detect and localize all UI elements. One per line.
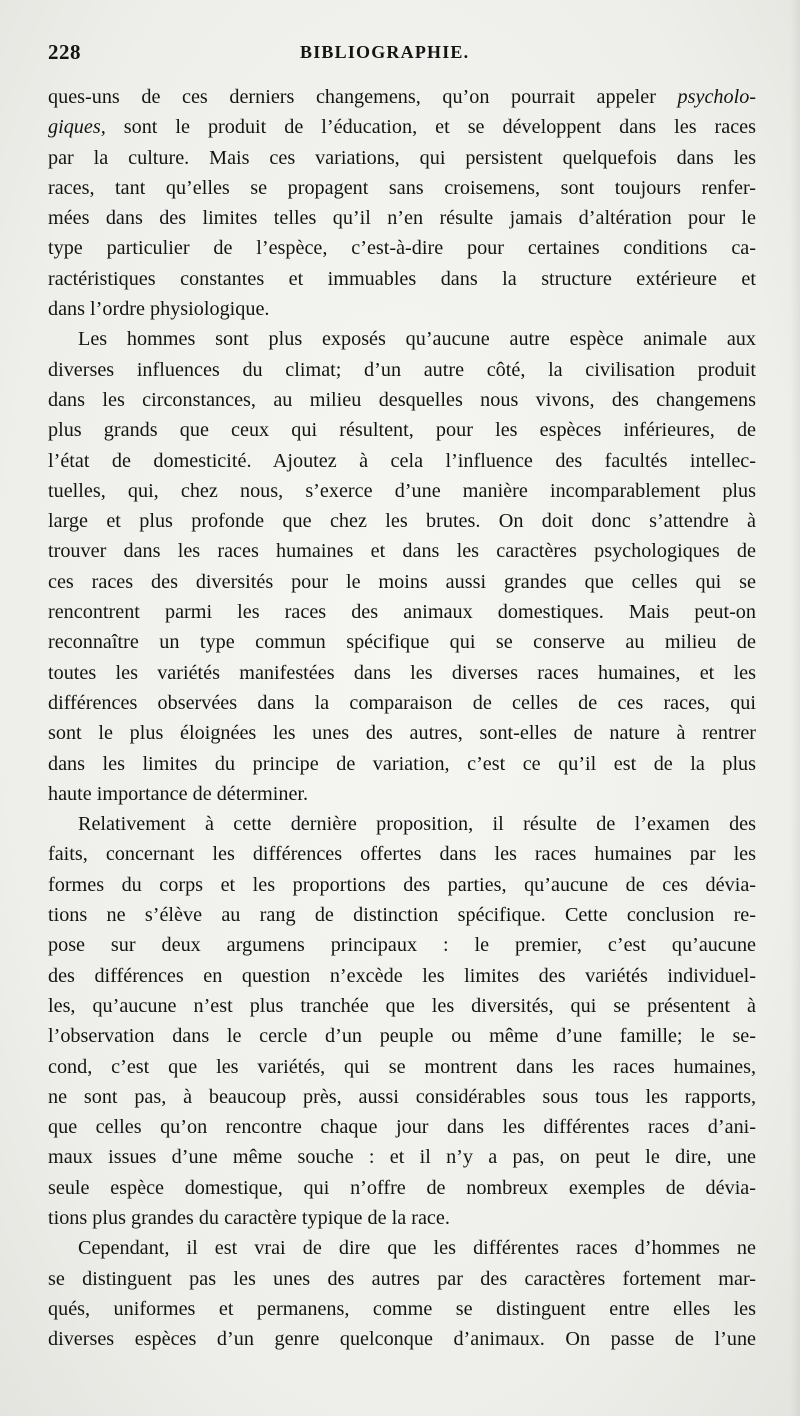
- text-line: diverses espèces d’un genre quelconque d’animaux. On passe de l’une: [48, 1328, 756, 1351]
- text-line: les, qu’aucune n’est plus tranchée que les diversités, qui se présentent à: [48, 994, 756, 1017]
- text-line: l’état de domesticité. Ajoutez à cela l’influence des facultés intellec-: [48, 449, 756, 472]
- text-line: seule espèce domestique, qui n’offre de nombreux exemples de dévia-: [48, 1176, 756, 1199]
- text-line: ques-uns de ces derniers changemens, qu’on pourrait appeler psycholo-: [48, 86, 756, 108]
- paragraph-start-line: Relativement à cette dernière proposition, il résulte de l’examen des: [78, 813, 756, 836]
- text-line: reconnaître un type commun spécifique qui se conserve au milieu de: [48, 631, 756, 654]
- running-title: BIBLIOGRAPHIE.: [300, 42, 470, 62]
- page-edge-shadow: [790, 0, 800, 1416]
- text-line: par la culture. Mais ces variations, qui persistent quelquefois dans les: [48, 146, 756, 169]
- text-line: tions ne s’élève au rang de distinction spécifique. Cette conclusion re-: [48, 904, 756, 927]
- text-line: dans les circonstances, au milieu desquelles nous vivons, des changemens: [48, 388, 756, 411]
- text-line: toutes les variétés manifestées dans les diverses races humaines, et les: [48, 661, 756, 684]
- text-line: qués, uniformes et permanens, comme se distinguent entre elles les: [48, 1297, 756, 1320]
- running-head: [48, 40, 760, 72]
- text-line: diverses influences du climat; d’un autre côté, la civilisation produit: [48, 358, 756, 381]
- text-line: cond, c’est que les variétés, qui se montrent dans les races humaines,: [48, 1055, 756, 1078]
- text-line: dans l’ordre physiologique.: [48, 298, 270, 321]
- text-line: l’observation dans le cercle d’un peuple ou même d’une famille; le se-: [48, 1025, 756, 1048]
- text-line: des différences en question n’excède les limites des variétés individuel-: [48, 964, 756, 987]
- text-line: giques, sont le produit de l’éducation, et se développent dans les races: [48, 116, 756, 139]
- text-line: maux issues d’une même souche : et il n’y a pas, on peut le dire, une: [48, 1146, 756, 1169]
- text-line: différences observées dans la comparaison de celles de ces races, qui: [48, 691, 756, 714]
- text-line: large et plus profonde que chez les brutes. On doit donc s’attendre à: [48, 510, 756, 533]
- paragraph-start-line: Les hommes sont plus exposés qu’aucune autre espèce animale aux: [78, 328, 756, 351]
- text-line: races, tant qu’elles se propagent sans croisemens, sont toujours renfer-: [48, 176, 756, 199]
- text-line: que celles qu’on rencontre chaque jour dans les différentes races d’ani-: [48, 1116, 756, 1139]
- text-line: ractéristiques constantes et immuables dans la structure extérieure et: [48, 267, 756, 290]
- text-line: sont le plus éloignées les unes des autres, sont-elles de nature à rentrer: [48, 722, 756, 745]
- text-line: faits, concernant les différences offertes dans les races humaines par les: [48, 843, 756, 866]
- text-line: tuelles, qui, chez nous, s’exerce d’une manière incomparablement plus: [48, 479, 756, 502]
- text-line: rencontrent parmi les races des animaux domestiques. Mais peut-on: [48, 601, 756, 624]
- text-line: plus grands que ceux qui résultent, pour les espèces inférieures, de: [48, 419, 756, 442]
- text-line: formes du corps et les proportions des parties, qu’aucune de ces dévia-: [48, 873, 756, 896]
- body-text: [48, 82, 756, 1354]
- text-line: type particulier de l’espèce, c’est-à-dire pour certaines conditions ca-: [48, 237, 756, 260]
- text-line: trouver dans les races humaines et dans les caractères psychologiques de: [48, 540, 756, 563]
- page-number: 228: [48, 40, 81, 64]
- text-line: tions plus grandes du caractère typique de la race.: [48, 1206, 450, 1229]
- text-line: ces races des diversités pour le moins aussi grandes que celles qui se: [48, 570, 756, 593]
- text-line: ne sont pas, à beaucoup près, aussi considérables sous tous les rapports,: [48, 1085, 756, 1108]
- text-line: mées dans des limites telles qu’il n’en résulte jamais d’altération pour le: [48, 207, 756, 230]
- text-line: se distinguent pas les unes des autres par des caractères fortement mar-: [48, 1267, 756, 1290]
- text-line: pose sur deux argumens principaux : le premier, c’est qu’aucune: [48, 934, 756, 957]
- text-line: dans les limites du principe de variation, c’est ce qu’il est de la plus: [48, 752, 756, 775]
- text-line: haute importance de déterminer.: [48, 782, 309, 805]
- paragraph-start-line: Cependant, il est vrai de dire que les différentes races d’hommes ne: [78, 1237, 756, 1260]
